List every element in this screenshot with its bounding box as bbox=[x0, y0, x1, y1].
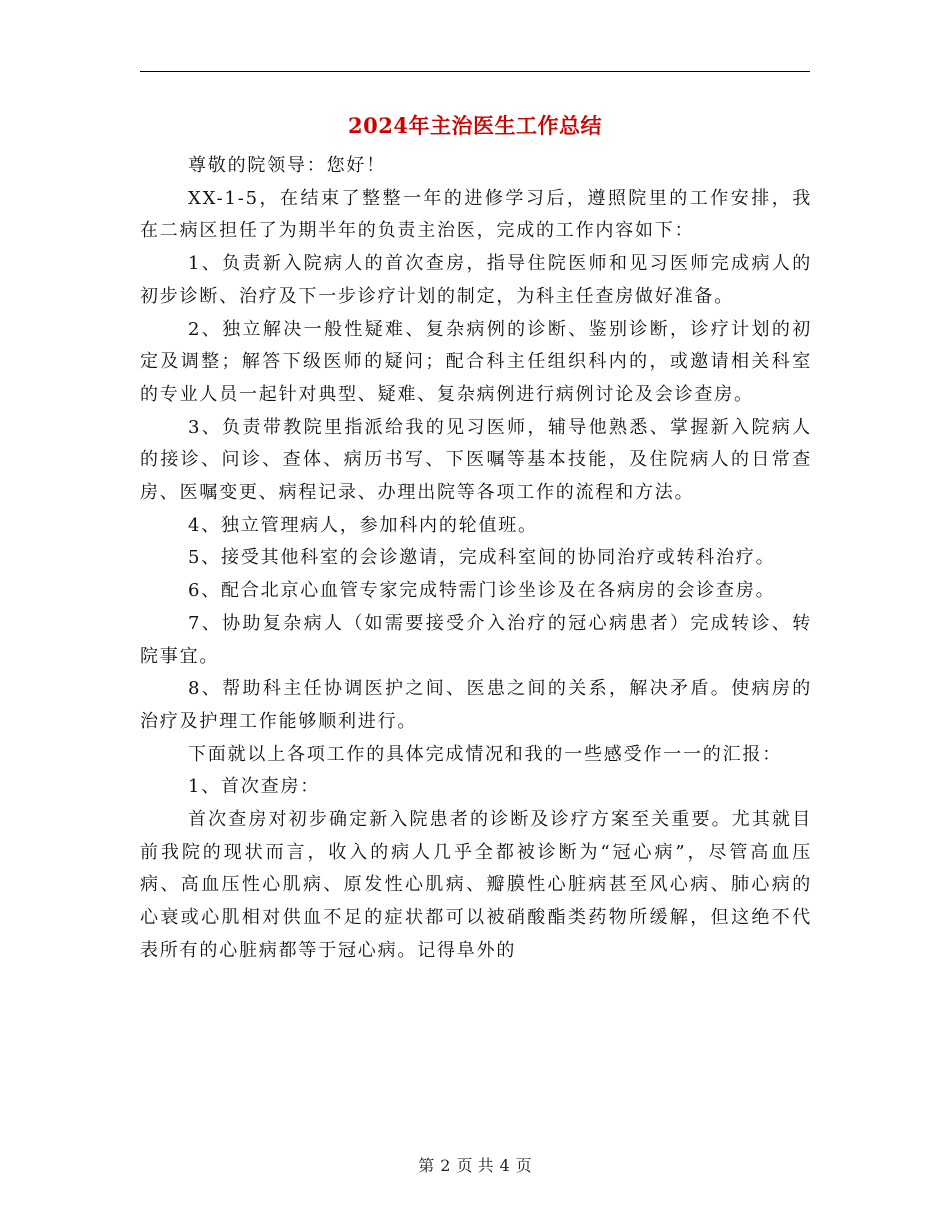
duty-item-7: 7、协助复杂病人（如需要接受介入治疗的冠心病患者）完成转诊、转院事宜。 bbox=[140, 612, 812, 667]
duty-item-5: 5、接受其他科室的会诊邀请，完成科室间的协同治疗或转科治疗。 bbox=[188, 547, 776, 569]
footer-current-page: 2 bbox=[440, 1156, 451, 1175]
duty-item-8: 8、帮助科主任协调医护之间、医患之间的关系，解决矛盾。使病房的治疗及护理工作能够顺利进行。 bbox=[140, 678, 812, 732]
report-intro-paragraph: 下面就以上各项工作的具体完成情况和我的一些感受作一一的汇报： bbox=[188, 743, 782, 765]
first-rounds-paragraph: 首次查房对初步确定新入院患者的诊断及诊疗方案至关重要。尤其就目前我院的现状而言，收入的病人几乎全都被诊断为“冠心病”，尽管高血压病、高血压性心肌病、原发性心肌病、瓣膜性心脏病甚至风心病、肺心病的心衰或心肌相对供血不足的症状都可以被硝酸酯类药物所缓解，但这绝不代表所有的心脏病都等于冠心病。记得阜外的 bbox=[140, 809, 812, 961]
document-body bbox=[140, 150, 812, 968]
duty-item-2: 2、独立解决一般性疑难、复杂病例的诊断、鉴别诊断，诊疗计划的初定及调整；解答下级医师的疑问；配合科主任组织科内的，或邀请相关科室的专业人员一起针对典型、疑难、复杂病例进行病例讨论及会诊查房。 bbox=[140, 318, 812, 405]
footer-middle: 页 共 bbox=[456, 1156, 494, 1175]
duty-item-3: 3、负责带教院里指派给我的见习医师，辅导他熟悉、掌握新入院病人的接诊、问诊、查体、病历书写、下医嘱等基本技能，及住院病人的日常查房、医嘱变更、病程记录、办理出院等各项工作的流程和方法。 bbox=[140, 416, 812, 504]
section-heading-first-rounds: 1、首次查房： bbox=[188, 776, 321, 798]
salutation-paragraph: 尊敬的院领导：您好！ bbox=[188, 155, 386, 176]
page-footer bbox=[0, 1153, 950, 1176]
duty-item-4: 4、独立管理病人，参加科内的轮值班。 bbox=[188, 514, 538, 536]
footer-total-pages: 4 bbox=[499, 1156, 510, 1175]
duty-item-6: 6、配合北京心血管专家完成特需门诊坐诊及在各病房的会诊查房。 bbox=[188, 580, 776, 602]
header-rule bbox=[140, 71, 810, 72]
duty-item-1: 1、负责新入院病人的首次查房，指导住院医师和见习医师完成病人的初步诊断、治疗及下一步诊疗计划的制定，为科主任查房做好准备。 bbox=[140, 253, 812, 307]
footer-suffix: 页 bbox=[515, 1156, 532, 1175]
document-title: 2024年主治医生工作总结 bbox=[348, 113, 602, 138]
intro-paragraph: XX-1-5，在结束了整整一年的进修学习后，遵照院里的工作安排，我在二病区担任了为期半年的负责主治医，完成的工作内容如下： bbox=[140, 187, 812, 242]
footer-prefix: 第 bbox=[418, 1156, 435, 1175]
